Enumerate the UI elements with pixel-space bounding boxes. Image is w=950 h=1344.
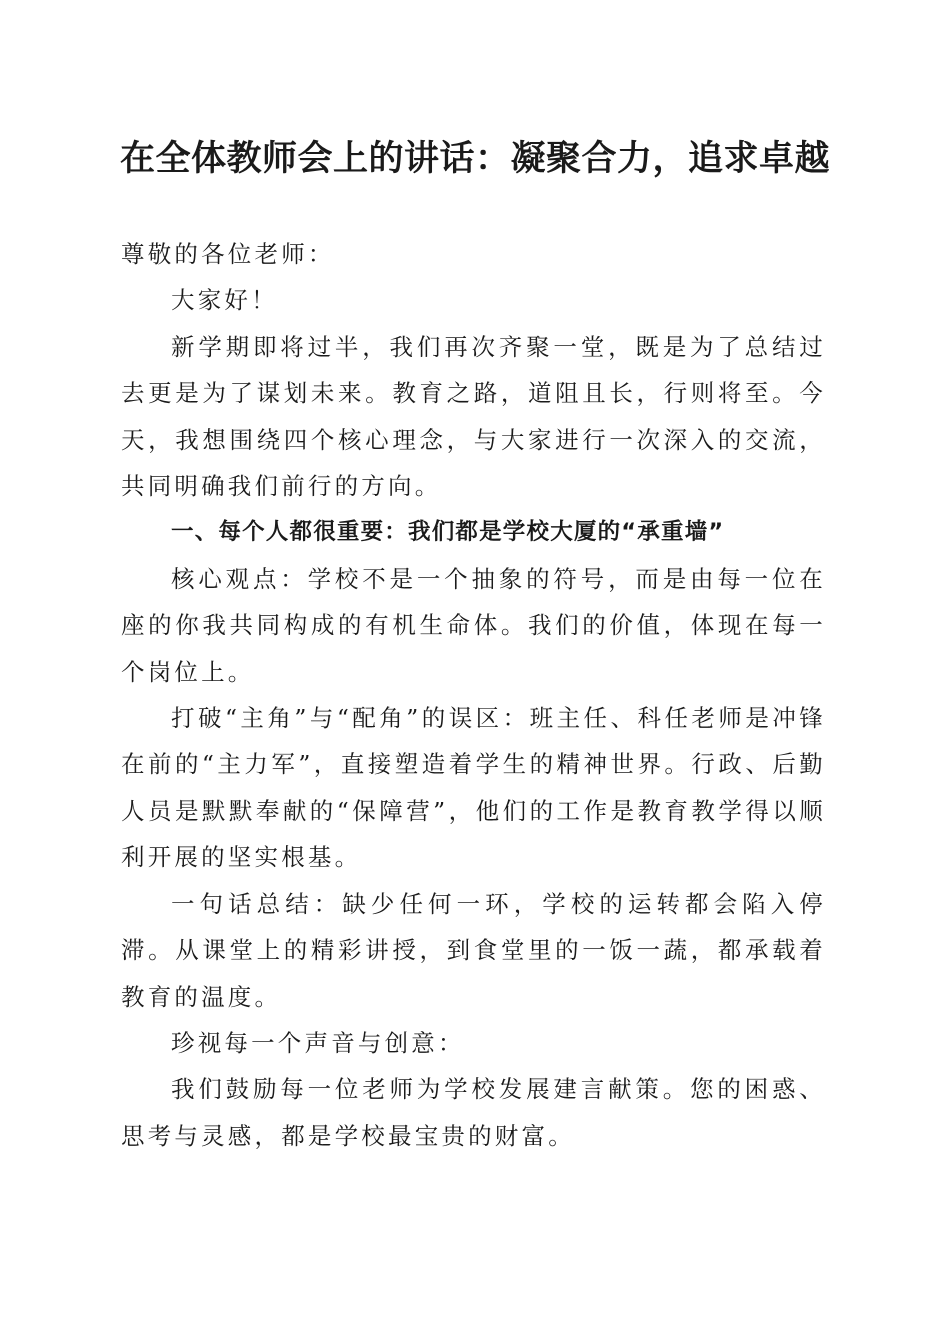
body-paragraph: 一句话总结：缺少任何一环，学校的运转都会陷入停滞。从课堂上的精彩讲授，到食堂里的一饭一蔬，都承载着教育的温度。 bbox=[121, 889, 826, 1011]
document-title: 在全体教师会上的讲话：凝聚合力，追求卓越 bbox=[119, 138, 830, 179]
section-heading: 一、每个人都很重要：我们都是学校大厦的“承重墙” bbox=[171, 519, 725, 546]
body-paragraph: 我们鼓励每一位老师为学校发展建言献策。您的困惑、思考与灵感，都是学校最宝贵的财富。 bbox=[121, 1075, 826, 1150]
document-body bbox=[121, 231, 826, 1159]
intro-paragraph: 新学期即将过半，我们再次齐聚一堂，既是为了总结过去更是为了谋划未来。教育之路，道阻且长，行则将至。今天，我想围绕四个核心理念，与大家进行一次深入的交流，共同明确我们前行的方向。 bbox=[121, 332, 826, 501]
salutation: 尊敬的各位老师： bbox=[121, 240, 335, 268]
greeting: 大家好！ bbox=[171, 286, 278, 315]
body-paragraph: 打破“主角”与“配角”的误区：班主任、科任老师是冲锋在前的“主力军”，直接塑造着学生的精神世界。行政、后勤人员是默默奉献的“保障营”，他们的工作是教育教学得以顺利开展的坚实根基。 bbox=[121, 704, 826, 872]
body-paragraph: 珍视每一个声音与创意： bbox=[171, 1028, 465, 1057]
body-paragraph: 核心观点：学校不是一个抽象的符号，而是由每一位在座的你我共同构成的有机生命体。我们的价值，体现在每一个岗位上。 bbox=[121, 564, 826, 686]
